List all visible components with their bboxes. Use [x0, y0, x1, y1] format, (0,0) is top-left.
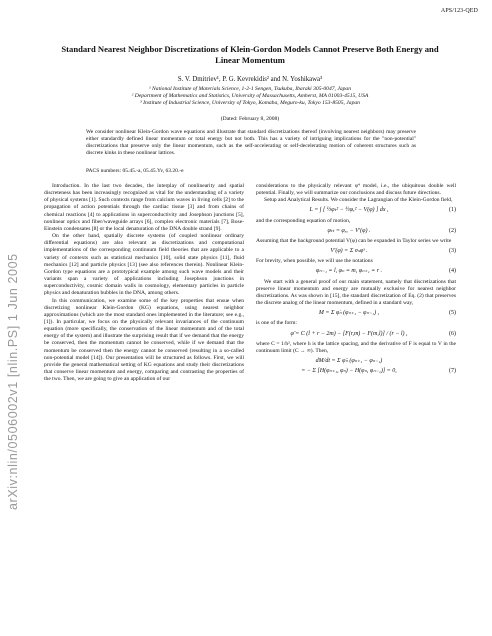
date-line: (Dated: February 8, 2008): [220, 116, 280, 122]
equation-7b: [256, 368, 456, 375]
equation-4-number: (4): [449, 268, 456, 275]
equation-5: [256, 310, 456, 317]
equation-6-number: (6): [449, 330, 456, 337]
taylor-paragraph: Assuming that the background potential V(φ) can be expanded in Taylor series we write: [256, 237, 452, 244]
equation-2-number: (2): [449, 227, 456, 234]
equation-5-number: (5): [449, 310, 456, 317]
equation-4: [256, 268, 456, 275]
pacs-numbers: PACS numbers: 05.45.-a, 05.45.Yv, 63.20.-e: [86, 168, 184, 174]
abstract: We consider nonlinear Klein-Gordon wave equations and illustrate that standard discretizations thereof (involving nearest neighbors) may preserve either standardly defined linear momentum or total energy but not both. This has a variety of intriguing implications for the "non-potential" discretizations that preserve only the linear momentum, such as the self-accelerating or self-decelerating motion of coherent structures such as discrete kinks in these nonlinear lattices.: [86, 129, 416, 157]
equation-7a: [256, 358, 456, 365]
form-paragraph: is one of the form:: [256, 320, 297, 327]
left-column: [44, 183, 244, 383]
motion-paragraph: and the corresponding equation of motion,: [256, 217, 351, 224]
continuation-paragraph: considerations to the physically relevant φ⁴ model, i.e., the ubiquitous double well potential. Finally, we will summarize our conclusions and discuss future directions.: [256, 183, 456, 197]
setup-paragraph: Setup and Analytical Results. We consider the Lagrangian of the Klein-Gordon field,: [264, 197, 453, 204]
report-id: APS/123-QED: [440, 8, 478, 14]
equation-6: [256, 331, 456, 338]
equation-3-body: V′(φ) = Σ σₛφˢ .: [330, 248, 368, 255]
equation-2: [256, 228, 456, 235]
equation-7b-body: = − Σ [H(φₙ₊₁, φₙ) − H(φₙ, φₙ₋₁)] = 0,: [301, 368, 397, 375]
equation-6-body: φ̈ = C (l + r − 2m) − [F(r,m) − F(m,l)] / (r − l) ,: [290, 330, 408, 337]
affiliation-3: ³ Institute of Industrial Science, University of Tokyo, Komaba, Meguro-ku, Tokyo 153-8505, Japan: [140, 100, 360, 106]
affiliation-2: ² Department of Mathematics and Statistics, University of Massachusetts, Amherst, MA 01003-4515, USA: [131, 93, 369, 99]
arxiv-sidebar: [6, 180, 20, 510]
equation-1: [256, 207, 456, 214]
equation-3-number: (3): [449, 248, 456, 255]
lattice-paragraph: where C = 1/h², where h is the lattice spacing, and the derivative of F is equal to V in the continuum limit (C → ∞). Then,: [256, 340, 456, 354]
equation-4-body: φₙ₋₁ ≡ l, φₙ ≡ m, φₙ₊₁ ≡ r .: [315, 268, 383, 275]
notation-paragraph: For brevity, when possible, we will use the notations: [256, 258, 373, 265]
arxiv-id[interactable]: arXiv:nlin/0506002v1 [nlin.PS] 1 Jun 2005: [6, 253, 20, 510]
discrete-systems-paragraph: On the other hand, spatially discrete systems (of coupled nonlinear ordinary differential equations) are also relevant as discretizations and computational implementations of the corresponding continuum field theories that are applicable to a variety of contexts such as statistical mechanics [10], solid state physics [11], fluid mechanics [12] and particle physics [13] (see also references therein). Nonlinear Klein-Gordon type equations are a prototypical example among such wave models and their variants span a variety of applications including Josephson junctions in superconductivity, cosmic domain walls in cosmology, elementary particles in particle physics and denaturation bubbles in the DNA, among others.: [44, 233, 244, 297]
communication-paragraph: In this communication, we examine some of the key properties that ensue when discretizing nonlinear Klein-Gordon (KG) equations, using nearest neighbor approximations (which are the most standard ones implemented in the literature; see e.g., [1]). In particular, we focus on the physically relevant invariances of the continuum equation (more specifically, the conservation of the linear momentum and of the total energy of the system) and illustrate the surprising result that if we demand that the energy be conserved, then the momentum cannot be conserved, while if we demand that the momentum be conserved then the energy cannot be conserved (resulting in a so-called non-potential model [14]). Our presentation will be structured as follows. First, we will provide the general mathematical setting of KG equations and study their discretizations that conserve linear momentum and energy, comparing and contrasting the properties of the two. Then, we are going to give an application of our: [44, 297, 244, 383]
equation-5-body: M = Σ φ̇ₙ (φₙ₊₁ − φₙ₋₁) ,: [318, 310, 380, 317]
affiliation-1: ¹ National Institute of Materials Science, 1-2-1 Sengen, Tsukuba, Ibaraki 305-0047, Japan: [148, 86, 352, 92]
intro-paragraph: Introduction. In the last two decades, the interplay of nonlinearity and spatial discreteness has been increasingly recognized as vital for the understanding of a variety of physical systems [1]. Such contexts range from calcium waves in living cells [2] to the propagation of action potentials through the cardiac tissue [3] and from chains of chemical reactions [4] to applications in superconductivity and Josephson junctions [5], nonlinear optics and fiber/waveguide arrays [6], complex electronic materials [7], Bose-Einstein condensates [8] or the local denaturation of the DNA double strand [9].: [44, 183, 244, 232]
equation-2-body: φₜₜ = φₓₓ − V′(φ) .: [327, 227, 371, 234]
equation-7a-body: dM/dt = Σ φ̈ₙ (φₙ₊₁ − φₙ₋₁): [315, 357, 383, 364]
equation-1-number: (1): [449, 207, 456, 214]
author-list: S. V. Dmitriev¹, P. G. Kevrekidis² and N. Yoshikawa³: [177, 76, 323, 83]
paper-title: Standard Nearest Neighbor Discretizations of Klein-Gordon Models Cannot Preserve Both Energy and Linear Momentum: [61, 44, 439, 65]
proof-paragraph: We start with a general proof of our main statement, namely that discretizations that preserve linear momentum and energy are mutually exclusive for nearest neighbor discretizations. As was shown in [15], the standard discretization of Eq. (2) that preserves the discrete analog of the linear momentum, defined in a standard way,: [256, 278, 456, 307]
equation-3: [256, 248, 456, 255]
right-column: [256, 183, 456, 378]
equation-1-body: L = ∫ [ ½φₜ² − ½φₓ² − V(φ) ] dx ,: [309, 207, 389, 214]
equation-7-number: (7): [449, 368, 456, 375]
affiliations: [50, 86, 450, 107]
